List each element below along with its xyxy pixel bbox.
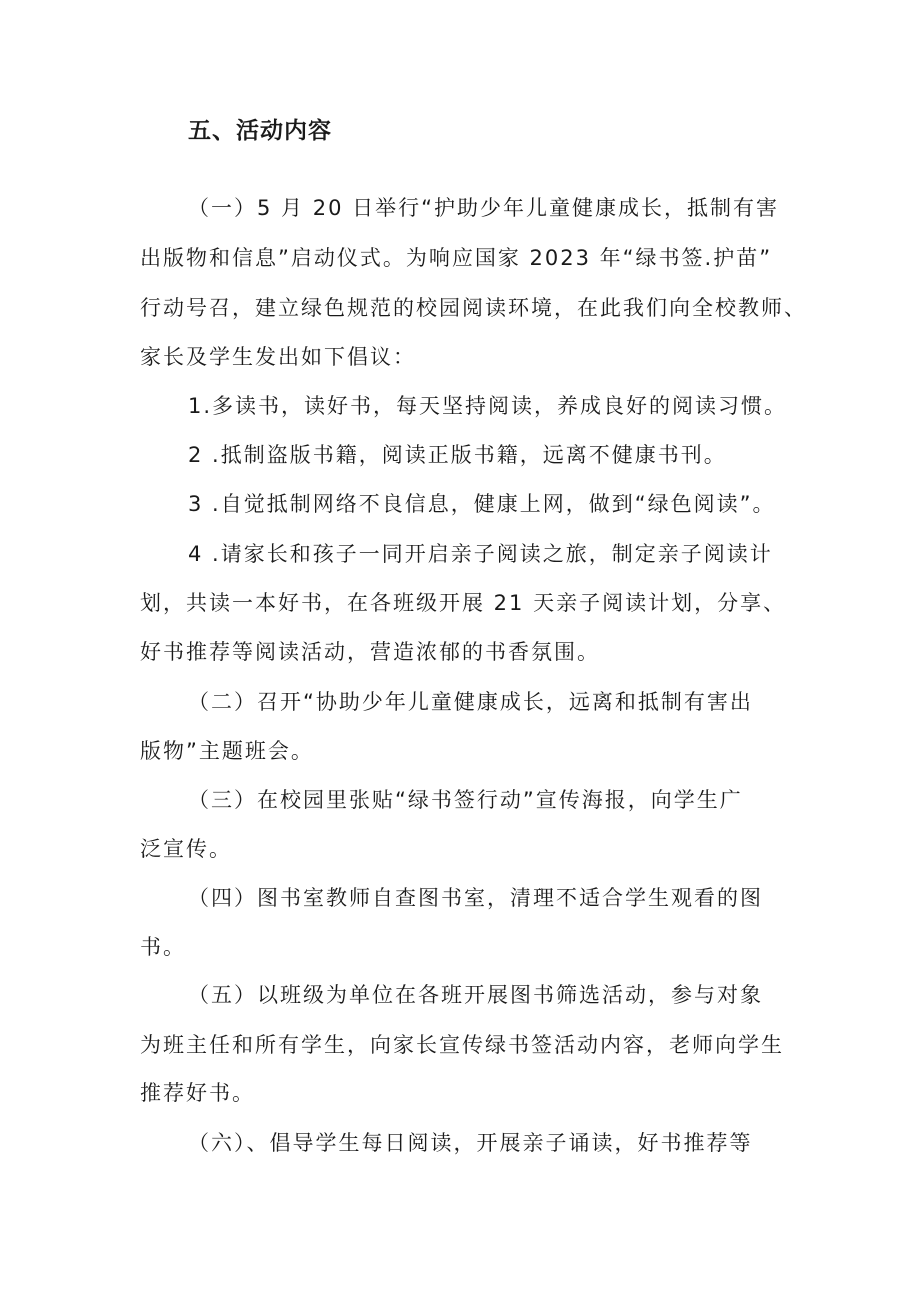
list-item-4-line-3: 好书推荐等阅读活动，营造浓郁的书香氛围。: [140, 640, 600, 664]
paragraph-6-line-1: （六）、倡导学生每日阅读，开展亲子诵读，好书推荐等: [188, 1131, 753, 1155]
paragraph-1-line-2: 出版物和信息”启动仪式。为响应国家 2023 年“绿书签.护苗”: [140, 246, 773, 270]
paragraph-5-line-2: 为班主任和所有学生，向家长宣传绿书签活动内容，老师向学生: [140, 1033, 784, 1057]
paragraph-4-line-1: （四）图书室教师自查图书室，清理不适合学生观看的图: [188, 886, 763, 910]
list-item-3: 3 .自觉抵制网络不良信息，健康上网，做到“绿色阅读”。: [188, 492, 776, 516]
paragraph-5-line-1: （五）以班级为单位在各班开展图书筛选活动，参与对象: [188, 983, 763, 1007]
paragraph-1-line-1: （一）5 月 20 日举行“护助少年儿童健康成长，抵制有害: [188, 196, 779, 220]
paragraph-3-line-2: 泛宣传。: [140, 837, 232, 861]
list-item-2: 2 .抵制盗版书籍，阅读正版书籍，远离不健康书刊。: [188, 443, 727, 467]
section-heading: 五、活动内容: [188, 118, 332, 144]
list-item-4-line-2: 划，共读一本好书，在各班级开展 21 天亲子阅读计划，分享、: [140, 591, 787, 615]
paragraph-2-line-2: 版物”主题班会。: [140, 739, 314, 763]
list-item-4-line-1: 4 .请家长和孩子一同开启亲子阅读之旅，制定亲子阅读计: [188, 542, 773, 566]
paragraph-5-line-3: 推荐好书。: [140, 1081, 255, 1105]
paragraph-1-line-3: 行动号召，建立绿色规范的校园阅读环境，在此我们向全校教师、: [140, 296, 807, 320]
paragraph-1-line-4: 家长及学生发出如下倡议：: [140, 345, 416, 369]
paragraph-3-line-1: （三）在校园里张贴“绿书签行动”宣传海报，向学生广: [188, 788, 743, 812]
paragraph-2-line-1: （二）召开“协助少年儿童健康成长，远离和抵制有害出: [188, 690, 753, 714]
list-item-1: 1.多读书，读好书，每天坚持阅读，养成良好的阅读习惯。: [188, 394, 788, 418]
paragraph-4-line-2: 书。: [140, 935, 186, 959]
